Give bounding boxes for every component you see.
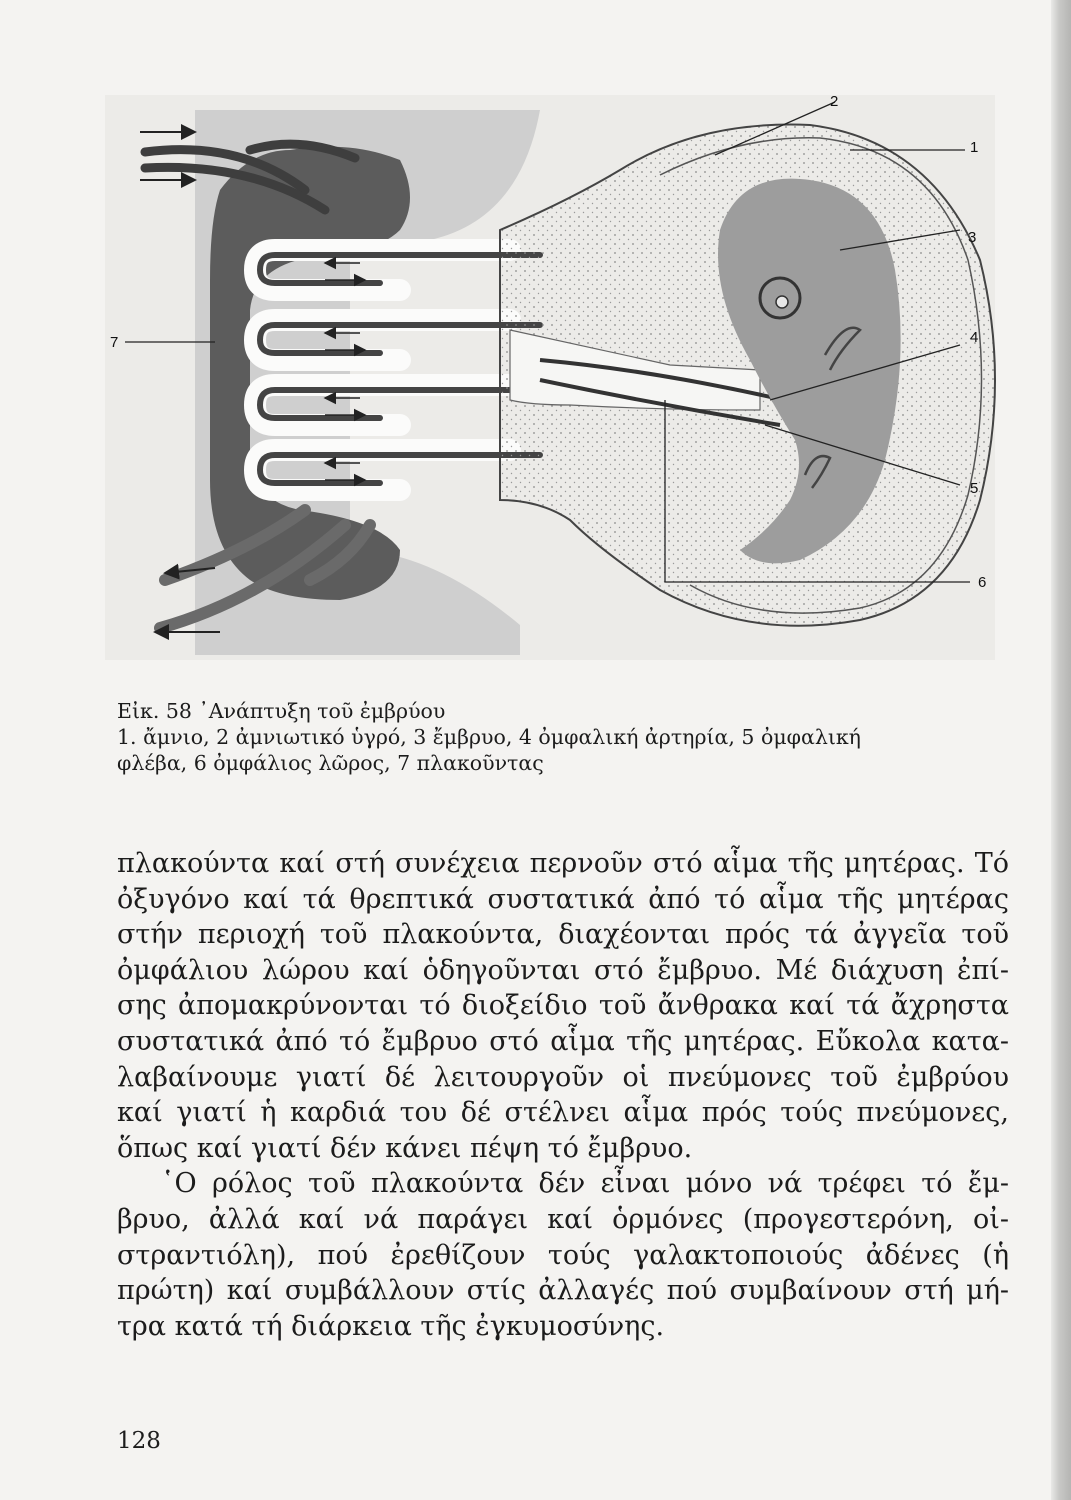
text-line: ὀμφάλιου λώρου καί ὁδηγοῦνται στό ἔμβρυο. Μέ διάχυση ἐπί-: [117, 954, 1009, 986]
text-line: συστατικά ἀπό τό ἔμβρυο στό αἷμα τῆς μητέρας. Εὔκολα κατα-: [117, 1025, 1009, 1057]
text-line: πλακούντα καί στή συνέχεια περνοῦν στό αἷμα τῆς μητέρας. Τό: [117, 848, 1009, 879]
text-line: τρα κατά τή διάρκεια τῆς ἐγκυμοσύνης.: [117, 1310, 665, 1342]
caption-line-2: φλέβα, 6 ὀμφάλιος λῶρος, 7 πλακοῦντας: [117, 751, 544, 775]
text-line: λαβαίνουμε γιατί δέ λειτουργοῦν οἱ πνεύμονες τοῦ ἐμβρύου: [117, 1061, 1009, 1093]
figure-caption: [117, 698, 997, 776]
text-line: ὅπως καί γιατί δέν κάνει πέψη τό ἔμβρυο.: [117, 1132, 693, 1164]
text-line: στήν περιοχή τοῦ πλακούντα, διαχέονται πρός τά ἀγγεῖα τοῦ: [117, 919, 1009, 951]
text-line: πρώτη) καί συμβάλλουν στίς ἀλλαγές πού συμβαίνουν στή μή-: [117, 1275, 1009, 1307]
caption-title: Εἰκ. 58 ᾽Ανάπτυξη τοῦ ἐμβρύου: [117, 699, 446, 723]
text-line: καί γιατί ἡ καρδιά του δέ στέλνει αἷμα πρός τούς πνεύμονες,: [117, 1097, 1009, 1129]
page-number: 128: [117, 1428, 161, 1454]
label-7: 7: [110, 334, 119, 351]
body-paragraphs: [117, 846, 1009, 1344]
label-2: 2: [830, 93, 839, 110]
caption-line-1: 1. ἄμνιο, 2 ἀμνιωτικό ὑγρό, 3 ἔμβρυο, 4 ὀμφαλική ἀρτηρία, 5 ὀμφαλική: [117, 725, 861, 749]
text-line: στραντιόλη), πού ἐρεθίζουν τούς γαλακτοποιούς ἀδένες (ἡ: [117, 1239, 1009, 1271]
text-line: ὀξυγόνο καί τά θρεπτικά συστατικά ἀπό τό αἷμα τῆς μητέρας: [117, 883, 1009, 915]
text-line: βρυο, ἀλλά καί νά παράγει καί ὁρμόνες (προγεστερόνη, οἰ-: [117, 1203, 1009, 1235]
label-1: 1: [970, 139, 979, 156]
embryo-development-figure: [100, 80, 1000, 670]
label-4: 4: [970, 329, 979, 346]
label-6: 6: [978, 574, 987, 591]
text-line: σης ἀπομακρύνονται τό διοξείδιο τοῦ ἄνθρακα καί τά ἄχρηστα: [117, 990, 1009, 1022]
embryo-eye-inner: [776, 296, 788, 308]
label-3: 3: [968, 229, 977, 246]
text-line: ῾Ο ρόλος τοῦ πλακούντα δέν εἶναι μόνο νά τρέφει τό ἔμ-: [161, 1168, 1009, 1200]
page-edge-shadow: [1051, 0, 1071, 1500]
label-5: 5: [970, 480, 979, 497]
